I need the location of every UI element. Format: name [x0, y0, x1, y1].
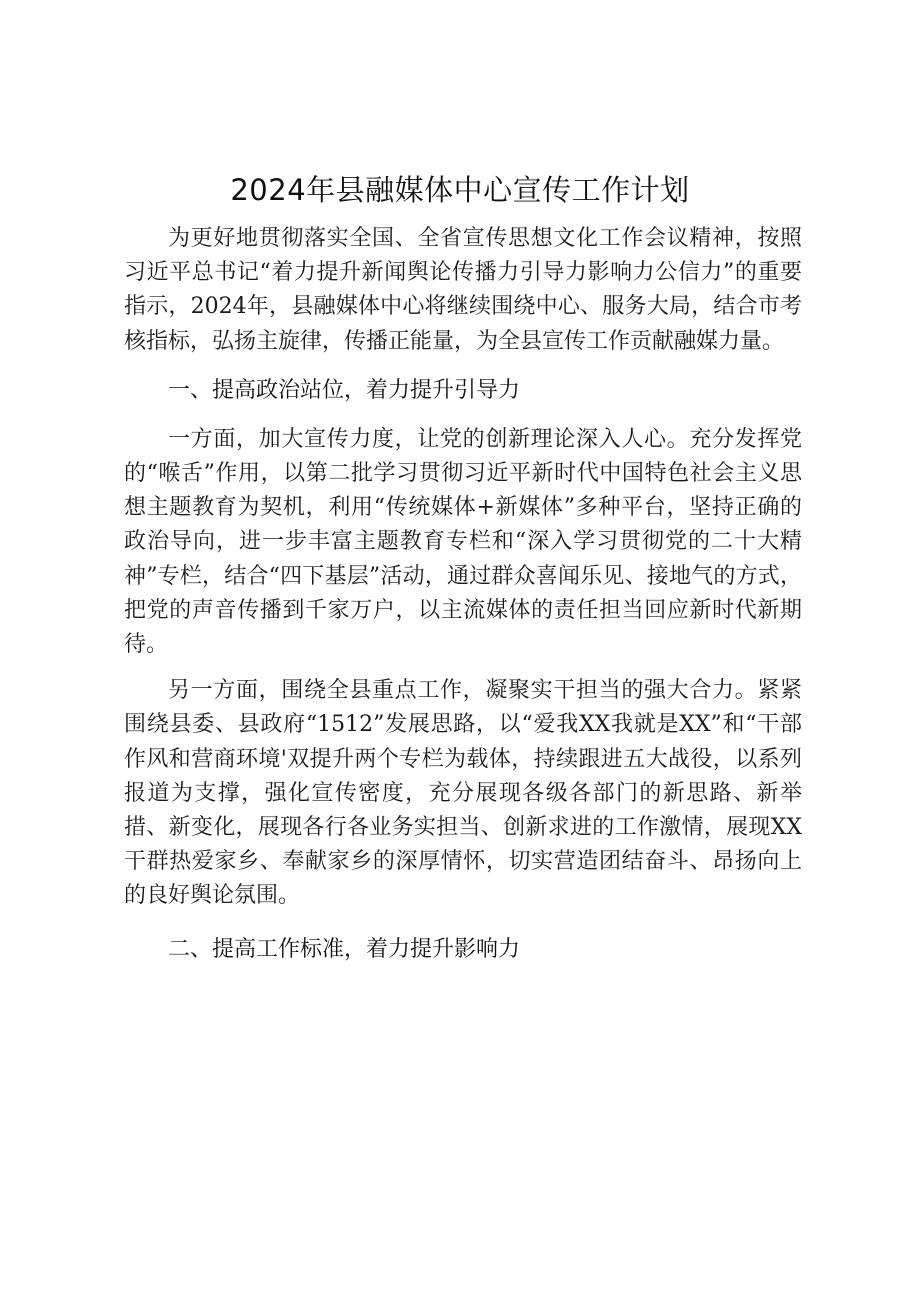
section-1-heading: 一、提高政治站位，着力提升引导力: [168, 377, 521, 403]
section-2-heading: 二、提高工作标准，着力提升影响力: [168, 936, 521, 962]
section-1-paragraph-2: 另一方面，围绕全县重点工作，凝聚实干担当的强大合力。紧紧围绕县委、县政府“1512”发展思路，以“爱我XX我就是XX”和“干部作风和营商环境'双提升两个专栏为载体，持续跟进五大战役，以系列报道为支撑，强化宣传密度，充分展现各级各部门的新思路、新举措、新变化，展现各行各业务实担当、创新求进的工作激情，展现XX干群热爱家乡、奉献家乡的深厚情怀，切实营造团结奋斗、昂扬向上的良好舆论氛围。: [124, 678, 802, 909]
document-body: [124, 222, 802, 982]
intro-paragraph: 为更好地贯彻落实全国、全省宣传思想文化工作会议精神，按照习近平总书记“着力提升新闻舆论传播力引导力影响力公信力”的重要指示，2024年，县融媒体中心将继续围绕中心、服务大局，结合市考核指标，弘扬主旋律，传播正能量，为全县宣传工作贡献融媒力量。: [124, 226, 802, 354]
section-1-paragraph-1: 一方面，加大宣传力度，让党的创新理论深入人心。充分发挥党的“喉舌”作用，以第二批学习贯彻习近平新时代中国特色社会主义思想主题教育为契机，利用“传统媒体+新媒体”多种平台，坚持正确的政治导向，进一步丰富主题教育专栏和“深入学习贯彻党的二十大精神”专栏，结合“四下基层”活动，通过群众喜闻乐见、接地气的方式，把党的声音传播到千家万户，以主流媒体的责任担当回应新时代新期待。: [124, 426, 802, 658]
document-title: 2024年县融媒体中心宣传工作计划: [230, 173, 690, 207]
